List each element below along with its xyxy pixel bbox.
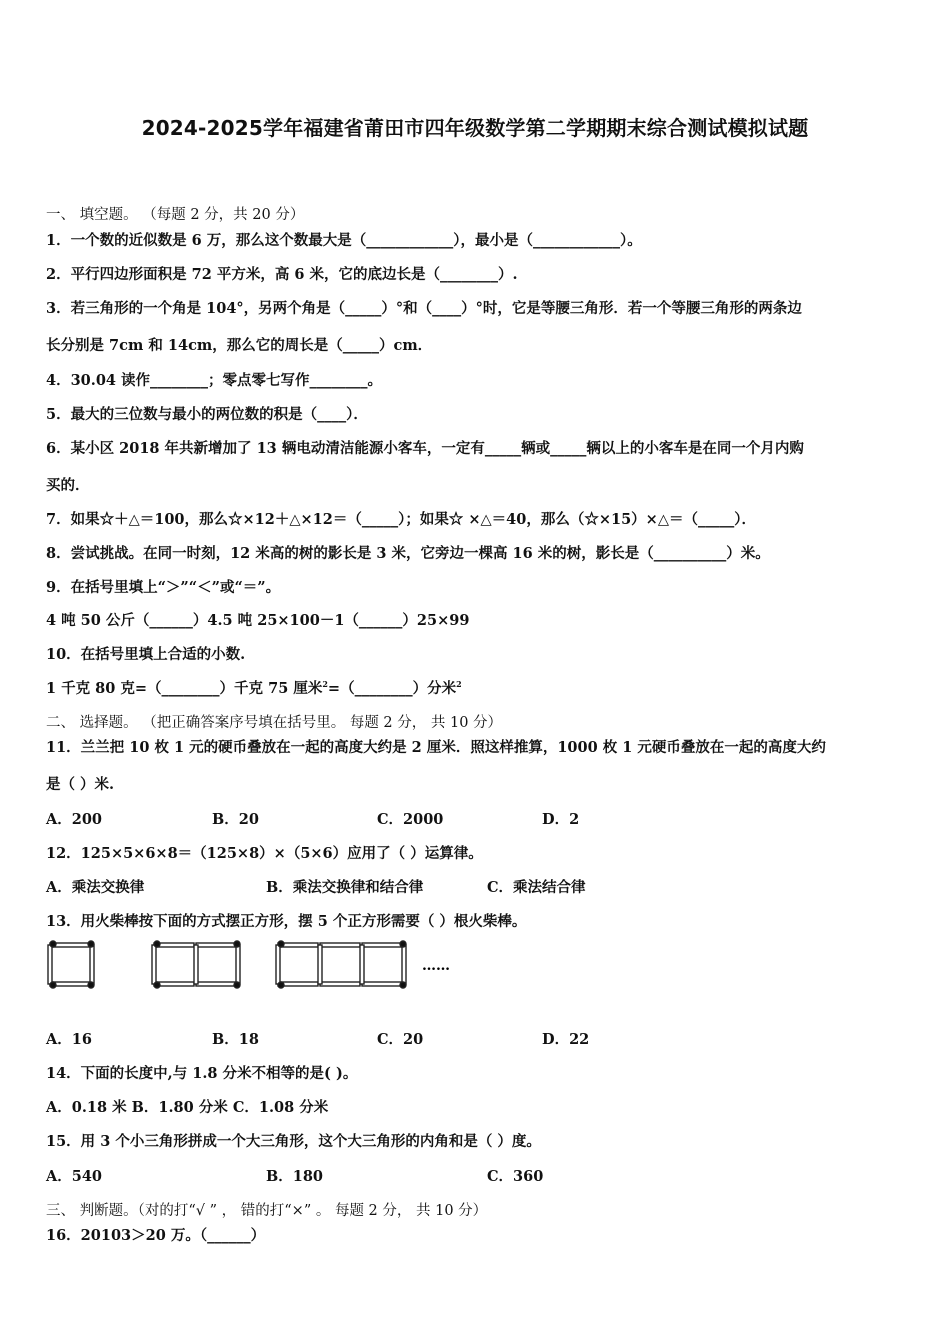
question-9: 9．在括号里填上“＞”“＜”或“＝”。 (46, 579, 281, 596)
question-1: 1．一个数的近似数是 6 万，那么这个数最大是（____________），最小是（____________）。 (46, 232, 642, 249)
question-16: 16．20103＞20 万。（______） (46, 1227, 266, 1244)
question-10-items (46, 677, 462, 698)
option-a: A．乘法交换律 (46, 879, 145, 896)
option-c: C．2000 (377, 811, 444, 828)
option-d: D．2 (542, 811, 580, 828)
option-a: A．540 (46, 1168, 103, 1185)
section-heading-judgment: 三、 判断题。（对的打“√ ” ， 错的打“×” 。 每题 2 分， 共 10 分） (46, 1203, 488, 1219)
question-11: 11．兰兰把 10 枚 1 元的硬币叠放在一起的高度大约是 2 厘米．照这样推算，1000 枚 1 元硬币叠放在一起的高度大约 (46, 739, 826, 756)
question-6-continued: 买的． (46, 477, 90, 494)
question-14: 14．下面的长度中,与 1.8 分米不相等的是( )。 (46, 1065, 358, 1082)
option-b: B．20 (212, 811, 259, 828)
ellipsis-text: …… (422, 958, 450, 974)
option-c: C．20 (377, 1031, 424, 1048)
question-10-item-b: =（________）分米 (327, 680, 457, 697)
question-15: 15．用 3 个小三角形拼成一个大三角形，这个大三角形的内角和是（ ）度。 (46, 1133, 541, 1150)
option-d: D．22 (542, 1031, 590, 1048)
matchstick-group-1 (48, 941, 94, 988)
matchstick-group-3 (276, 941, 406, 988)
superscript: 2 (456, 679, 462, 690)
question-11-continued: 是（ ）米. (46, 776, 115, 793)
question-8: 8．尝试挑战。在同一时刻，12 米高的树的影长是 3 米，它旁边一棵高 16 米的树，影长是（__________）米。 (46, 545, 770, 562)
question-12: 12．125×5×6×8＝（125×8）×（5×6）应用了（ ）运算律。 (46, 845, 483, 862)
question-10-item-a: 1 千克 80 克=（________）千克 75 厘米 (46, 680, 323, 697)
question-3-continued: 长分别是 7cm 和 14cm，那么它的周长是（_____）cm． (46, 337, 433, 354)
question-3: 3．若三角形的一个角是 104°，另两个角是（_____）°和（____）°时，它是等腰三角形．若一个等腰三角形的两条边 (46, 300, 802, 317)
matchstick-group-2 (152, 941, 240, 988)
superscript: 2 (322, 679, 328, 690)
question-10: 10．在括号里填上合适的小数. (46, 646, 246, 663)
option-c: C．360 (487, 1168, 544, 1185)
option-b: B．180 (266, 1168, 324, 1185)
option-a: A．200 (46, 811, 103, 828)
section-heading-choice: 二、 选择题。 （把正确答案序号填在括号里。 每题 2 分， 共 10 分） (46, 715, 503, 731)
option-a: A．16 (46, 1031, 92, 1048)
question-14-options: A．0.18 米 B．1.80 分米 C．1.08 分米 (46, 1099, 329, 1116)
page-title: 2024-2025学年福建省莆田市四年级数学第二学期期末综合测试模拟试题 (141, 116, 809, 140)
option-b: B．18 (212, 1031, 259, 1048)
question-7: 7．如果☆＋△＝100，那么☆×12＋△×12＝（_____）；如果☆ ×△＝40，那么（☆×15）×△＝（_____）． (46, 511, 756, 528)
question-2: 2．平行四边形面积是 72 平方米，高 6 米，它的底边长是（________）. (46, 266, 518, 283)
option-b: B．乘法交换律和结合律 (266, 879, 424, 896)
matchstick-squares-figure (40, 936, 470, 996)
question-6: 6．某小区 2018 年共新增加了 13 辆电动清洁能源小客车，一定有_____辆或_____辆以上的小客车是在同一个月内购 (46, 440, 804, 457)
section-heading-fill-in: 一、 填空题。 （每题 2 分，共 20 分） (46, 207, 305, 223)
question-13: 13．用火柴棒按下面的方式摆正方形，摆 5 个正方形需要（ ）根火柴棒。 (46, 913, 527, 930)
question-9-items: 4 吨 50 公斤（______）4.5 吨 25×100－1（______）25×99 (46, 612, 470, 629)
question-5: 5．最大的三位数与最小的两位数的积是（____）． (46, 406, 368, 423)
question-4: 4．30.04 读作________；零点零七写作________。 (46, 372, 383, 389)
option-c: C．乘法结合律 (487, 879, 586, 896)
